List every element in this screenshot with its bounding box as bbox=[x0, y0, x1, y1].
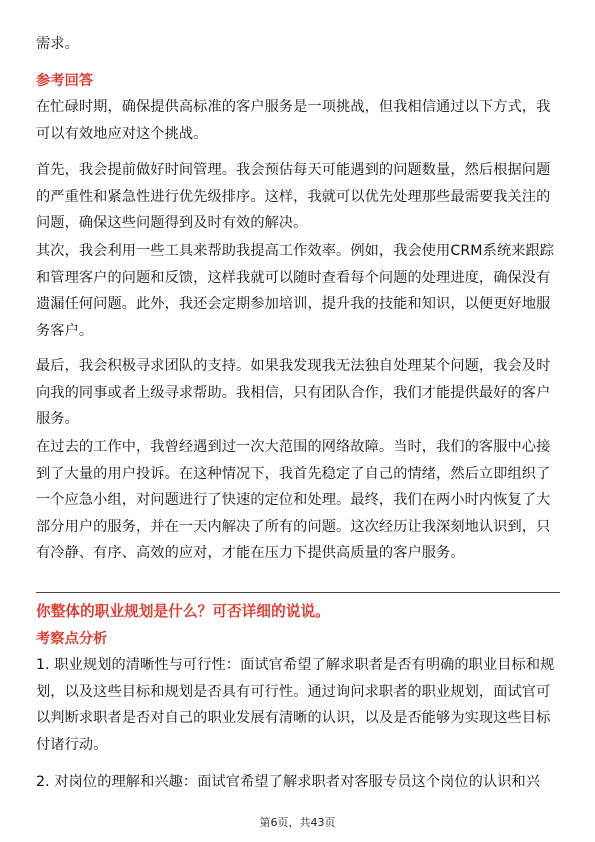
answer-paragraph: 首先，我会提前做好时间管理。我会预估每天可能遇到的问题数量，然后根据问题的严重性和紧急性进行优先级排序。这样，我就可以优先处理那些最需要我关注的问题，确保这些问题得到及时有效的解决。 bbox=[36, 162, 551, 232]
section-divider bbox=[36, 592, 560, 593]
answer-heading: 参考回答 bbox=[36, 73, 94, 89]
answer-paragraph: 在忙碌时期，确保提供高标准的客户服务是一项挑战，但我相信通过以下方式，我可以有效地应对这个挑战。 bbox=[36, 99, 551, 142]
analysis-heading: 考察点分析 bbox=[36, 631, 108, 647]
answer-paragraph: 最后，我会积极寻求团队的支持。如果我发现我无法独自处理某个问题，我会及时向我的同事或者上级寻求帮助。我相信，只有团队合作，我们才能提供最好的客户服务。 bbox=[36, 358, 551, 428]
question-heading: 你整体的职业规划是什么？可否详细的说说。 bbox=[36, 603, 330, 620]
intro-tail-text: 需求。 bbox=[36, 36, 79, 52]
answer-paragraph: 其次，我会利用一些工具来帮助我提高工作效率。例如，我会使用CRM系统来跟踪和管理客户的问题和反馈，这样我就可以随时查看每个问题的处理进度，确保没有遗漏任何问题。此外，我还会定期参加培训，提升我的技能和知识，以便更好地服务客户。 bbox=[36, 243, 555, 339]
analysis-item: 2. 对岗位的理解和兴趣：面试官希望了解求职者对客服专员这个岗位的认识和兴 bbox=[36, 774, 541, 790]
analysis-item: 1. 职业规划的清晰性与可行性：面试官希望了解求职者是否有明确的职业目标和规划，以及这些目标和规划是否具有可行性。通过询问求职者的职业规划，面试官可以判断求职者是否对自己的职业发展有清晰的认识，以及是否能够为实现这些目标付诸行动。 bbox=[36, 657, 555, 753]
page-number-footer: 第6页，共43页 bbox=[259, 816, 336, 829]
answer-paragraph: 在过去的工作中，我曾经遇到过一次大范围的网络故障。当时，我们的客服中心接到了大量的用户投诉。在这种情况下，我首先稳定了自己的情绪，然后立即组织了一个应急小组，对问题进行了快速的定位和处理。最终，我们在两小时内恢复了大部分用户的服务，并在一天内解决了所有的问题。这次经历让我深刻地认识到，只有冷静、有序、高效的应对，才能在压力下提供高质量的客户服务。 bbox=[36, 439, 551, 562]
